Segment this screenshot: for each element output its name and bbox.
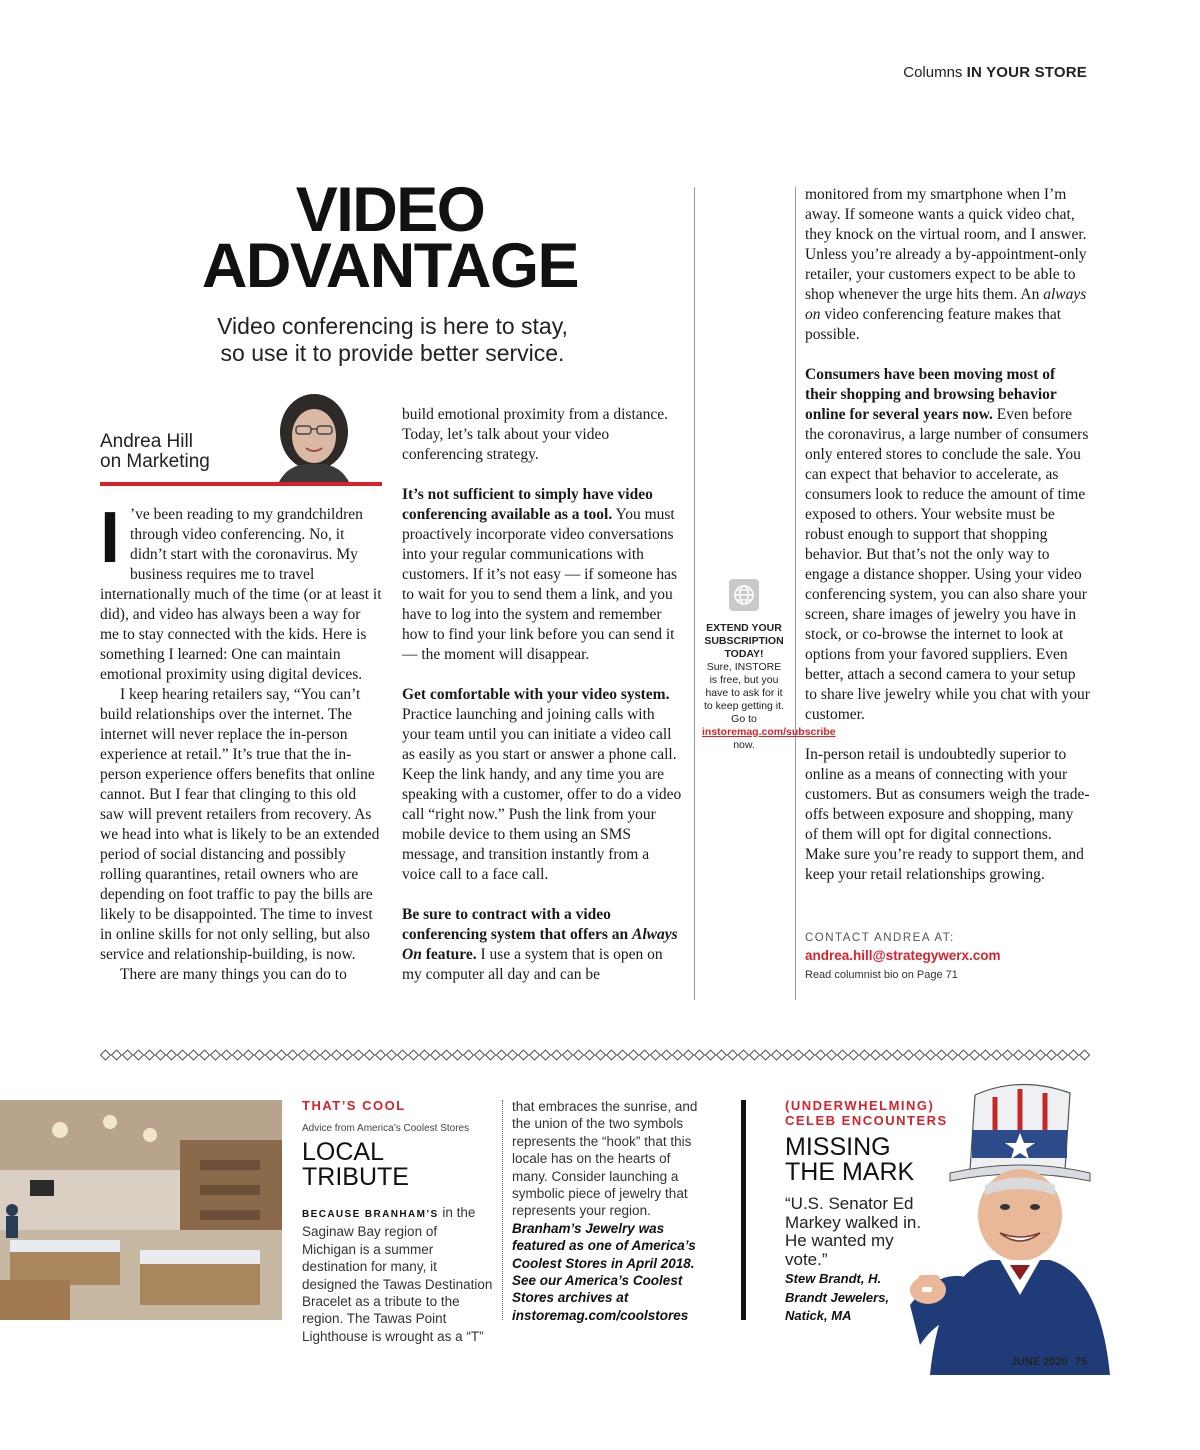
lead-in-a: Be sure to contract with a video conferencing system that offers an	[402, 906, 633, 943]
page-number: 75	[1074, 1356, 1087, 1368]
subscribe-link[interactable]: instoremag.com/subscribe	[702, 726, 836, 738]
thats-cool-body	[302, 1204, 494, 1345]
author-photo	[268, 392, 358, 484]
contact-email-link[interactable]: andrea.hill@strategywerx.com	[805, 948, 1001, 963]
issue-date: JUNE 2020	[1010, 1356, 1068, 1368]
thats-cool-promo: Branham’s Jewelry was featured as one of America’s Coolest Stores in April 2018. See our America’s Coolest Stores archives at instoremag.com/coolstores	[512, 1220, 696, 1323]
paragraph-5	[402, 485, 684, 665]
body-column-3	[805, 185, 1090, 885]
thats-cool-body-text-2: that embraces the sunrise, and the union of the two symbols represents the “hook” that this locale has on the hearts of many. Consider launching a symbolic piece of jewelry that represents your region.	[512, 1099, 698, 1219]
subhead-line-2: so use it to provide better service.	[220, 340, 565, 366]
celeb-attribution: Stew Brandt, H. Brandt Jewelers, Natick, MA	[785, 1271, 890, 1323]
paragraph-6-text: Practice launching and joining calls with your team until you can initiate a video call as easily as you start or answer a phone call. Keep the link handy, and any time you are speaking with a customer, offer to do a video call “right now.” Push the link from your mobile device to them using an SMS message, and transition instantly from a voice call to a face call.	[402, 706, 682, 883]
column-rule-right	[795, 187, 796, 1000]
paragraph-1	[100, 498, 383, 685]
column-rule-left	[694, 187, 695, 1000]
paragraph-8-text-b: video conferencing feature makes that possible.	[805, 306, 1062, 343]
celeb-title-line-1: MISSING	[785, 1133, 891, 1161]
paragraph-4: build emotional proximity from a distance. Today, let’s talk about your video conferencing strategy.	[402, 406, 669, 463]
byline-topic: on Marketing	[100, 451, 210, 472]
paragraph-9	[805, 365, 1090, 725]
sidebar-tail: now.	[733, 739, 755, 751]
lead-in: Consumers have been moving most of their shopping and browsing behavior online for several years now.	[805, 366, 1057, 423]
contact-label: CONTACT ANDREA AT:	[805, 932, 955, 944]
thats-cool-title-line-2: TRIBUTE	[302, 1163, 409, 1191]
diamond-divider	[100, 1045, 1090, 1065]
thats-cool-body-text: in the Saginaw Bay region of Michigan is a summer destination for many, it designed the Tawas Destination Bracelet as a tribute to the region. The Tawas Point Lighthouse is wrought as a “T”	[302, 1205, 493, 1344]
byline-rule	[100, 482, 382, 486]
drop-cap: I	[100, 498, 121, 578]
thats-cool-subkicker: Advice from America’s Coolest Stores	[302, 1123, 470, 1134]
article-subhead	[150, 313, 635, 367]
thats-cool-title	[302, 1140, 409, 1190]
paragraph-7-text: I use a system that is open on my computer all day and can be	[402, 946, 663, 983]
lead-in-italic: Always On	[402, 926, 678, 963]
paragraph-7	[402, 905, 684, 985]
lead-in: Get comfortable with your video system.	[402, 686, 670, 703]
body-column-2	[402, 405, 684, 985]
paragraph-9-text: Even before the coronavirus, a large number of consumers only entered stores to conclude the sale. You can expect that behavior to accelerate, as consumers look to reduce the amount of time exposed to others. Your website must be robust enough to support that shopping behavior. But that’s not the only way to engage a distance shopper. Using your video conferencing system, you can also share your screen, share images of jewelry you have in stock, or co-browse the internet to look at options from your favored suppliers. Even better, attach a second camera to your setup to share live jewelry while you chat with your customer.	[805, 406, 1090, 723]
subscription-sidebar	[702, 622, 836, 752]
page-folio	[1007, 1356, 1087, 1368]
byline	[100, 432, 210, 472]
celeb-kicker-line-2: CELEB ENCOUNTERS	[785, 1113, 948, 1128]
column-name: IN YOUR STORE	[966, 64, 1087, 81]
thats-cool-kicker: THAT’S COOL	[302, 1098, 406, 1113]
globe-icon	[729, 579, 759, 611]
celeb-title	[785, 1135, 914, 1185]
bio-note: Read columnist bio on Page 71	[805, 969, 958, 981]
lead-in-b: feature.	[421, 946, 477, 963]
celeb-quote: “U.S. Senator Ed Markey walked in. He wanted my vote.”	[785, 1194, 922, 1269]
byline-name: Andrea Hill	[100, 431, 193, 452]
thats-cool-lead: BECAUSE BRANHAM’S	[302, 1209, 439, 1220]
paragraph-8-italic: always on	[805, 286, 1087, 323]
uncle-sam-illustration	[900, 1075, 1200, 1375]
celeb-bar	[741, 1100, 746, 1320]
sidebar-body-text: Sure, INSTORE is free, but you have to ask for it to keep getting it. Go to	[704, 661, 784, 725]
paragraph-10: In-person retail is undoubtedly superior to online as a means of connecting with your customers. But as consumers weigh the trade-offs between exposure and shopping, many of them will opt for digital connections. Make sure you’re ready to support them, and keep your retail relationships growing.	[805, 746, 1090, 883]
paragraph-8	[805, 185, 1090, 345]
article-headline	[130, 175, 650, 301]
lead-in: It’s not sufficient to simply have video conferencing available as a tool.	[402, 486, 653, 523]
celeb-kicker-line-1: (UNDERWHELMING)	[785, 1098, 935, 1113]
sidebar-body	[702, 661, 836, 752]
thats-cool-title-line-1: LOCAL	[302, 1138, 384, 1166]
section-label: Columns	[903, 64, 963, 81]
body-column-1	[100, 498, 383, 985]
headline-line-1: VIDEO	[295, 175, 485, 245]
subhead-line-1: Video conferencing is here to stay,	[217, 313, 568, 339]
running-head	[903, 64, 1087, 81]
paragraph-8-text-a: monitored from my smartphone when I’m away. If someone wants a quick video chat, they knock on the virtual room, and I answer. Unless you’re already a by-appointment-only retailer, your customers expect to be able to shop whenever the urge hits them. An	[805, 186, 1087, 303]
sidebar-title: EXTEND YOUR SUBSCRIPTION TODAY!	[704, 622, 784, 660]
paragraph-5-text: You must proactively incorporate video conversations into your regular communications with customers. If it’s not easy — if someone has to wait for you to send them a link, and you have to log into the system and remember how to find your link before you can send it — the moment will disappear.	[402, 506, 678, 663]
celeb-title-line-2: THE MARK	[785, 1158, 915, 1186]
paragraph-2: I keep hearing retailers say, “You can’t build relationships over the internet. The internet will never replace the in-person experience at retail.” It’s true that the in-person experience offers benefits that online cannot. But I fear that clinging to this old saw will prevent retailers from recovery. As we head into what is likely to be an extended period of social distancing and possibly rolling quarantines, retail owners who are depending on foot traffic to pay the bills are likely to be disappointed. The time to invest in online skills for not only selling, but also service and relationship-building, is now.	[100, 686, 380, 963]
store-photo	[0, 1100, 282, 1320]
paragraph-1-text: ’ve been reading to my grandchildren through video conferencing. No, it didn’t start with the coronavirus. My business requires me to travel internationally much of the time (or at least it did), and video has always been a way for me to stay connected with the kids. Here is something I learned: One can maintain emotional proximity using digital devices.	[100, 506, 382, 683]
paragraph-6	[402, 685, 684, 885]
headline-line-2: ADVANTAGE	[201, 231, 579, 301]
thats-cool-body-continued	[512, 1098, 704, 1324]
paragraph-3: There are many things you can do to	[120, 966, 347, 983]
thats-cool-rule	[502, 1100, 503, 1320]
